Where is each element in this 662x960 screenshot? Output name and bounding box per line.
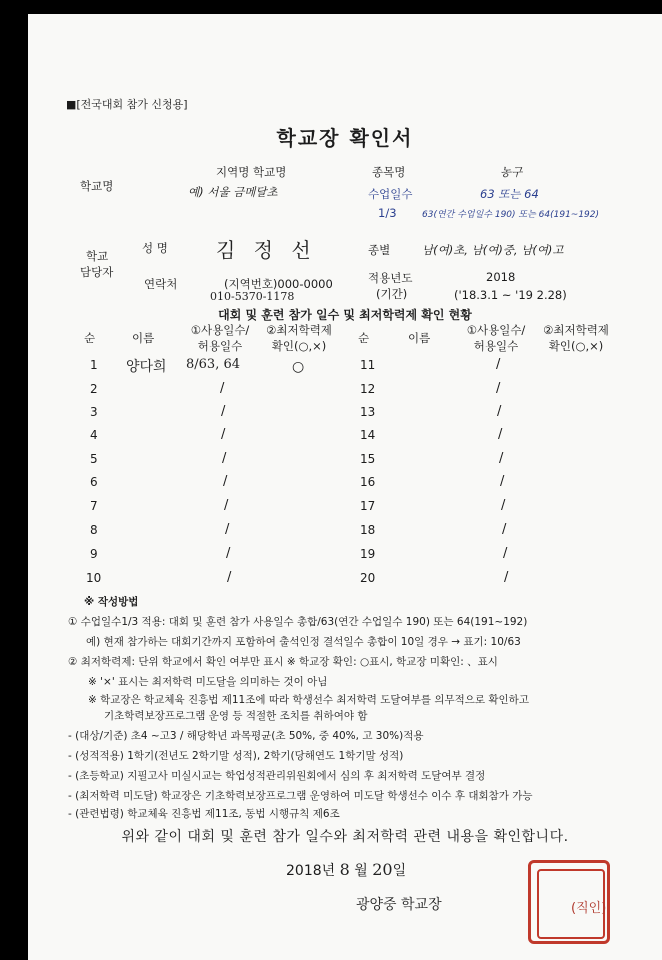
- document-type-tag: ■[전국대회 참가 신청용]: [66, 98, 188, 111]
- region-school-example: 예) 서울 금메달초: [188, 185, 278, 199]
- row-days: /: [223, 474, 228, 489]
- note-elementary: - (초등학교) 지필고사 미실시교는 학업성적관리위원회에서 심의 후 최저학력 도달여부 결정: [68, 770, 486, 782]
- school-label: 학교명: [80, 179, 114, 193]
- signing-date: 2018년 8 월 20일: [286, 860, 407, 879]
- row-days: /: [504, 570, 509, 585]
- row-days: /: [227, 570, 232, 585]
- row-no: 13: [360, 405, 376, 419]
- row-days: /: [497, 404, 502, 419]
- row-no: 17: [360, 499, 376, 513]
- one-third-label: 1/3: [378, 206, 397, 220]
- row-days: /: [226, 546, 231, 561]
- row-days: /: [496, 381, 501, 396]
- row-days: /: [501, 498, 506, 513]
- contact-label: 연락처: [144, 277, 178, 291]
- note-grades: - (성적적용) 1학기(전년도 2학기말 성적), 2학기(당해연도 1학기말 성적): [68, 750, 404, 762]
- document-title: 학교장 확인서: [276, 126, 414, 150]
- row-no: 3: [90, 405, 98, 419]
- row-no: 18: [360, 523, 376, 537]
- sport-label: 종목명: [372, 165, 406, 179]
- note-related-law: - (관련법령) 학교체육 진흥법 제11조, 동법 시행규칙 제6조: [68, 808, 340, 820]
- row-days: /: [502, 522, 507, 537]
- row-days: /: [503, 546, 508, 561]
- note-min-academic-b1: ※ 학교장은 학교체육 진흥법 제11조에 따라 학생선수 최저학력 도달여부를 의무적으로 확인하고: [88, 694, 529, 706]
- col-min-left: ②최저학력제 확인(○,×): [266, 323, 332, 353]
- row-no: 19: [360, 547, 376, 561]
- year-value: 2018: [486, 270, 516, 284]
- row-no: 6: [90, 475, 98, 489]
- class-days-value: 63 또는 64: [480, 187, 539, 201]
- row-no: 11: [360, 358, 376, 372]
- row-days: /: [500, 474, 505, 489]
- row-no: 10: [86, 571, 102, 585]
- col-no-right: 순: [358, 331, 370, 345]
- row-no: 12: [360, 382, 376, 396]
- period-label: (기간): [376, 287, 408, 301]
- note-one-third: ① 수업일수1/3 적용: 대회 및 훈련 참가 사용일수 총합/63(연간 수업일수 190) 또는 64(191~192): [68, 616, 528, 628]
- region-school-label: 지역명 학교명: [216, 165, 287, 179]
- contact-number-handwritten: 010-5370-1178: [210, 290, 295, 303]
- row-no: 16: [360, 475, 376, 489]
- col-name-left: 이름: [132, 331, 155, 345]
- note-target: - (대상/기준) 초4 ~고3 / 해당학년 과목평균(초 50%, 중 40%, 고 30%)적용: [68, 730, 424, 742]
- row-days: /: [499, 451, 504, 466]
- official-seal-label: (직인): [571, 901, 607, 916]
- row-no: 4: [90, 428, 98, 442]
- sport-value: 농구: [500, 165, 523, 179]
- row-no: 1: [90, 358, 98, 372]
- row-no: 20: [360, 571, 376, 585]
- row-days: /: [221, 427, 226, 442]
- teacher-name-handwritten: 김 정 선: [216, 238, 317, 262]
- row-days: /: [221, 404, 226, 419]
- class-days-label: 수업일수: [368, 187, 413, 201]
- col-days-right: ①사용일수/ 허용일수: [466, 323, 526, 353]
- confirmation-document: [28, 14, 662, 960]
- note-not-reached: - (최저학력 미도달) 학교장은 기초학력보장프로그램 운영하여 미도달 학생선수 이수 후 대회참가 가능: [68, 790, 533, 802]
- row-no: 8: [90, 523, 98, 537]
- col-name-right: 이름: [408, 331, 431, 345]
- row-days: /: [498, 427, 503, 442]
- one-third-value: 63(연간 수업일수 190) 또는 64(191~192): [422, 210, 600, 220]
- row-no: 14: [360, 428, 376, 442]
- period-value: ('18.3.1 ~ '19 2.28): [454, 288, 567, 302]
- col-min-right: ②최저학력제 확인(○,×): [543, 323, 609, 353]
- row-no: 15: [360, 452, 376, 466]
- contact-format: (지역번호)000-0000: [224, 277, 333, 291]
- teacher-label-line2: 담당자: [80, 265, 114, 279]
- row-days: /: [224, 498, 229, 513]
- status-section-title: 대회 및 훈련 참가 일수 및 최저학력제 확인 현황: [218, 308, 472, 322]
- teacher-label-line1: 학교: [86, 249, 109, 263]
- note-min-academic: ② 최저학력제: 단위 학교에서 확인 여부만 표시 ※ 학교장 확인: ○표시, 학교장 미확인: 、표시: [68, 656, 498, 668]
- principal-signature: 광양중 학교장: [356, 897, 442, 913]
- row-no: 9: [90, 547, 98, 561]
- row-days: /: [222, 451, 227, 466]
- note-min-academic-b2: 기초학력보장프로그램 운영 등 적절한 조치를 취하여야 함: [104, 710, 368, 722]
- official-seal: [528, 860, 610, 944]
- name-label: 성 명: [142, 241, 168, 255]
- row-no: 2: [90, 382, 98, 396]
- row-name-handwritten: 양다희: [126, 359, 167, 375]
- row-check: ○: [292, 359, 305, 375]
- confirmation-statement: 위와 같이 대회 및 훈련 참가 일수와 최저학력 관련 내용을 확인합니다.: [121, 829, 569, 845]
- grade-label: 종별: [368, 243, 391, 257]
- row-days: 8/63, 64: [186, 357, 240, 372]
- row-no: 5: [90, 452, 98, 466]
- note-min-academic-a: ※ '×' 표시는 최저학력 미도달을 의미하는 것이 아님: [88, 676, 328, 688]
- notes-heading: ※ 작성방법: [84, 596, 139, 608]
- col-days-left: ①사용일수/ 허용일수: [190, 323, 250, 353]
- year-label: 적용년도: [368, 271, 413, 285]
- row-days: /: [225, 522, 230, 537]
- row-no: 7: [90, 499, 98, 513]
- row-days: /: [220, 381, 225, 396]
- row-days: /: [496, 357, 501, 372]
- grade-value: 남(여)초, 남(여)중, 남(여)고: [422, 243, 564, 257]
- note-one-third-example: 예) 현재 참가하는 대회기간까지 포함하여 출석인정 결석일수 총합이 10일 경우 → 표기: 10/63: [86, 636, 521, 648]
- col-no-left: 순: [84, 331, 96, 345]
